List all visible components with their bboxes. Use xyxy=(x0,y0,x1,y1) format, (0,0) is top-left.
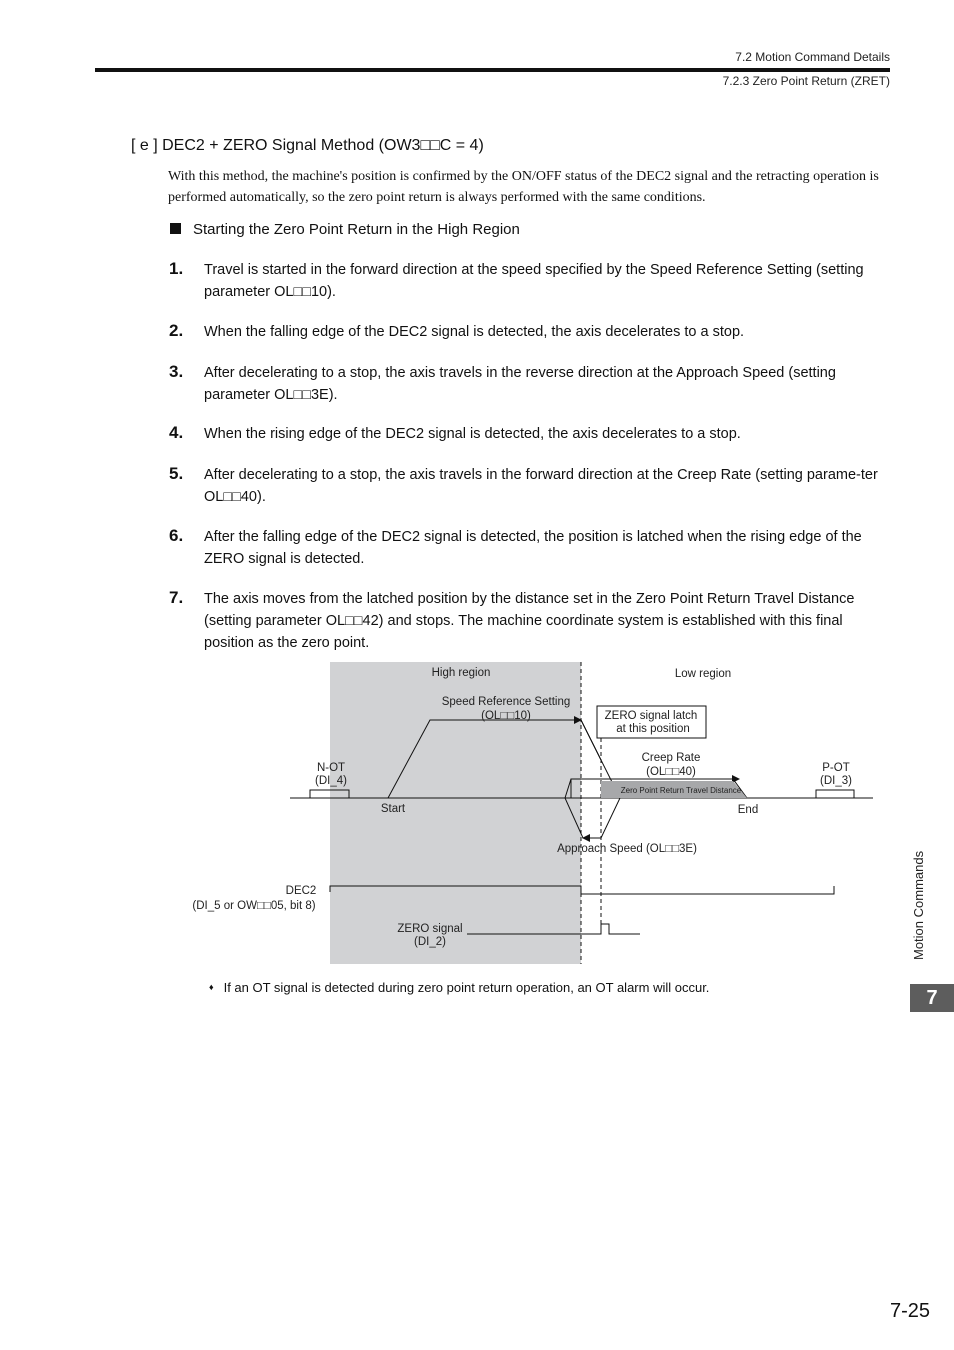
step-number: 6. xyxy=(169,526,184,545)
subheading-text: Starting the Zero Point Return in the High Region xyxy=(193,221,520,238)
step-text: The axis moves from the latched position by the distance set in the Zero Point Return Travel Distance (setting parameter OL□□42) and stops. The machine coordinate system is established with this final position as the zero point. xyxy=(204,591,855,651)
not-label-line1: N-OT xyxy=(316,762,346,774)
chapter-side-label: Motion Commands xyxy=(911,850,926,960)
speed-ref-label-line1: Speed Reference Setting xyxy=(441,696,571,708)
intro-paragraph: With this method, the machine's position is confirmed by the ON/OFF status of the DEC2 signal and the retracting operation is performed automatically, so the zero point return is always performed with the same conditions. xyxy=(168,169,879,205)
chapter-tab: 7 xyxy=(910,984,954,1012)
diamond-bullet-icon: ♦ xyxy=(209,982,214,992)
step-text: After decelerating to a stop, the axis travels in the forward direction at the Creep Rate (setting parame-ter OL□□40). xyxy=(204,467,878,505)
step-number: 5. xyxy=(169,464,184,483)
not-label-line2: (DI_4) xyxy=(315,775,347,787)
section-title: [ e ] DEC2 + ZERO Signal Method (OW3□□C = 4) xyxy=(131,137,484,154)
travel-distance-label: Zero Point Return Travel Distance xyxy=(620,786,742,795)
dec2-label-line1: DEC2 xyxy=(285,885,317,897)
step-text: When the rising edge of the DEC2 signal is detected, the axis decelerates to a stop. xyxy=(204,426,741,442)
pot-label-line2: (DI_3) xyxy=(820,775,852,787)
step-text: When the falling edge of the DEC2 signal is detected, the axis decelerates to a stop. xyxy=(204,324,745,340)
header-subsection: 7.2.3 Zero Point Return (ZRET) xyxy=(722,74,890,88)
low-region-label: Low region xyxy=(674,668,732,680)
start-label: Start xyxy=(380,803,406,815)
dec2-label-line2: (DI_5 or OW□□05, bit 8) xyxy=(192,900,316,912)
note xyxy=(209,980,709,995)
speed-ref-label-line2: (OL□□10) xyxy=(481,710,531,722)
step-number: 7. xyxy=(169,588,184,607)
step-number: 4. xyxy=(169,423,184,442)
step-text: Travel is started in the forward direction at the speed specified by the Speed Reference Setting (setting parameter OL□□10). xyxy=(204,262,864,300)
creep-label-line2: (OL□□40) xyxy=(646,766,696,778)
step-number: 2. xyxy=(169,321,184,340)
page-number: 7-25 xyxy=(889,1300,930,1322)
step-number: 1. xyxy=(169,259,184,278)
approach-label: Approach Speed (OL□□3E) xyxy=(557,843,697,855)
pot-pulse xyxy=(816,790,854,798)
end-label: End xyxy=(737,804,759,816)
latch-label-line1: ZERO signal latch xyxy=(604,710,698,722)
step-text: After the falling edge of the DEC2 signal is detected, the position is latched when the rising edge of the ZERO signal is detected. xyxy=(204,529,862,567)
note-text: If an OT signal is detected during zero point return operation, an OT alarm will occur. xyxy=(223,980,710,995)
creep-label-line1: Creep Rate xyxy=(641,752,701,764)
header-section: 7.2 Motion Command Details xyxy=(735,50,890,64)
latch-label-line2: at this position xyxy=(616,723,690,735)
zero-label-line2: (DI_2) xyxy=(414,936,446,948)
zero-label-line1: ZERO signal xyxy=(397,923,463,935)
step-number: 3. xyxy=(169,362,184,381)
step-text: After decelerating to a stop, the axis travels in the reverse direction at the Approach Speed (setting parameter OL□□3E). xyxy=(204,365,836,403)
high-region-label: High region xyxy=(431,667,491,679)
pot-label-line1: P-OT xyxy=(822,762,850,774)
